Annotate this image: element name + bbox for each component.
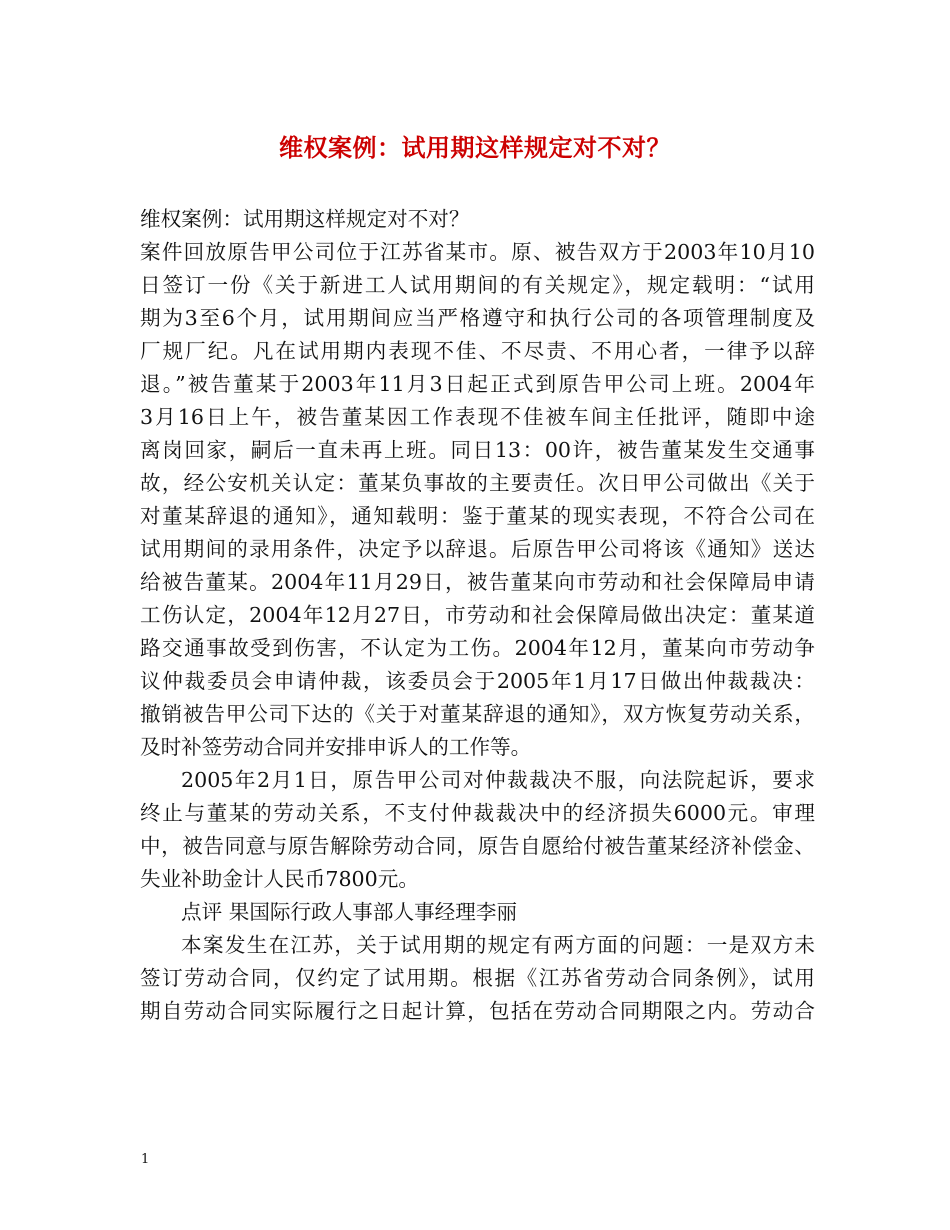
text-line: 中，被告同意与原告解除劳动合同，原告自愿给付被告董某经济补偿金、	[140, 834, 815, 858]
text-line: 及时补签劳动合同并安排申诉人的工作等。	[140, 735, 532, 759]
text-line: 离岗回家，嗣后一直未再上班。同日13：00许，被告董某发生交通事	[140, 438, 815, 462]
text-line: 试用期间的录用条件，决定予以辞退。后原告甲公司将该《通知》送达	[140, 537, 815, 561]
text-line: 点评 果国际行政人事部人事经理李丽	[181, 900, 518, 924]
document-body	[140, 203, 815, 1028]
text-line: 故，经公安机关认定：董某负事故的主要责任。次日甲公司做出《关于	[140, 471, 815, 495]
text-line: 工伤认定，2004年12月27日，市劳动和社会保障局做出决定：董某道	[140, 603, 815, 627]
text-line: 退。”被告董某于2003年11月3日起正式到原告甲公司上班。2004年	[140, 372, 815, 396]
text-line: 案件回放原告甲公司位于江苏省某市。原、被告双方于2003年10月10	[140, 240, 815, 264]
text-line: 终止与董某的劳动关系，不支付仲裁裁决中的经济损失6000元。审理	[140, 801, 815, 825]
text-line: 厂规厂纪。凡在试用期内表现不佳、不尽责、不用心者，一律予以辞	[140, 339, 815, 363]
text-line: 路交通事故受到伤害，不认定为工伤。2004年12月，董某向市劳动争	[140, 636, 815, 660]
text-line: 3月16日上午，被告董某因工作表现不佳被车间主任批评，随即中途	[140, 405, 815, 429]
text-line: 议仲裁委员会申请仲裁，该委员会于2005年1月17日做出仲裁裁决：	[140, 669, 815, 693]
text-line: 2005年2月1日，原告甲公司对仲裁裁决不服，向法院起诉，要求	[181, 768, 815, 792]
text-line: 期自劳动合同实际履行之日起计算，包括在劳动合同期限之内。劳动合	[140, 999, 815, 1023]
page-number: 1	[141, 1152, 150, 1167]
text-line: 给被告董某。2004年11月29日，被告董某向市劳动和社会保障局申请	[140, 570, 815, 594]
text-line: 对董某辞退的通知》，通知载明：鉴于董某的现实表现，不符合公司在	[140, 504, 815, 528]
text-line: 维权案例：试用期这样规定对不对？	[140, 207, 470, 231]
text-line: 本案发生在江苏，关于试用期的规定有两方面的问题：一是双方未	[181, 933, 815, 957]
text-line: 撤销被告甲公司下达的《关于对董某辞退的通知》，双方恢复劳动关系，	[140, 702, 815, 726]
text-line: 日签订一份《关于新进工人试用期间的有关规定》，规定载明：“试用	[140, 273, 815, 297]
text-line: 期为3至6个月，试用期间应当严格遵守和执行公司的各项管理制度及	[140, 306, 815, 330]
document-title: 维权案例：试用期这样规定对不对？	[279, 133, 671, 162]
text-line: 签订劳动合同，仅约定了试用期。根据《江苏省劳动合同条例》，试用	[140, 966, 815, 990]
text-line: 失业补助金计人民币7800元。	[140, 867, 419, 891]
